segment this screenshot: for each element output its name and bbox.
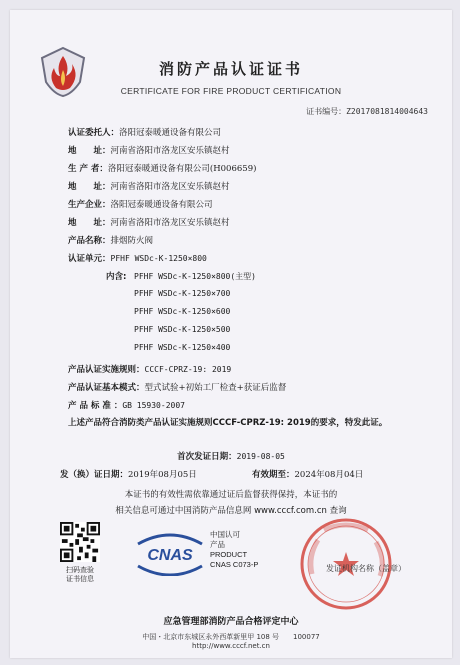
certificate-page	[10, 10, 452, 658]
contents-label: 内含:	[106, 272, 127, 282]
issuing-authority-signature: 发证机构名称（盖章）	[326, 564, 406, 573]
field-row-cert-mode: 产品认证基本模式：型式试验+初始工厂检查+获证后监督	[68, 383, 287, 393]
notice-line-2: 相关信息可通过中国消防产品信息网 www.cccf.com.cn 查询	[115, 506, 347, 516]
expiry-date: 有效期至：2024年08月04日	[252, 470, 364, 480]
cnas-accreditation-text: 中国认可 产品 PRODUCT CNAS C073-P	[210, 530, 259, 569]
certificate-number: 证书编号：Z2017081814004643	[306, 107, 428, 116]
issue-date: 发（换）证日期：2019年08月05日	[60, 470, 197, 480]
field-row-manufacturer-address: 地 址：河南省洛阳市洛龙区安乐镇赵村	[68, 182, 230, 192]
field-row-factory: 生产企业：洛阳冠泰暖通设备有限公司	[68, 200, 213, 210]
certificate-title: 消防产品认证证书	[158, 60, 303, 78]
cnas-logo-text: CNAS	[147, 547, 193, 564]
field-row-impl-rules: 产品认证实施规则：CCCF-CPRZ-19: 2019	[68, 365, 232, 375]
organization-website-link[interactable]: http://www.cccf.net.cn	[192, 642, 270, 650]
qr-code-label: 扫码查验 证书信息	[66, 566, 94, 583]
certificate-title-english: CERTIFICATE FOR FIRE PRODUCT CERTIFICATION	[120, 86, 342, 96]
list-item: PFHF WSDc-K-1250×500	[134, 325, 231, 334]
certificate-statement: 上述产品符合消防类产品认证实施规则CCCF-CPRZ-19: 2019的要求，特发此证。	[68, 418, 388, 428]
field-row-product-name: 产品名称：排烟防火阀	[68, 236, 154, 246]
cnas-logo-icon	[130, 530, 210, 576]
field-row-cert-unit: 认证单元：PFHF WSDc-K-1250×800	[68, 254, 207, 264]
first-issue-date: 首次发证日期：2019-08-05	[177, 452, 285, 462]
list-item: PFHF WSDc-K-1250×700	[134, 289, 231, 298]
list-item: PFHF WSDc-K-1250×600	[134, 307, 231, 316]
field-row-factory-address: 地 址：河南省洛阳市洛龙区安乐镇赵村	[68, 218, 230, 228]
list-item: PFHF WSDc-K-1250×400	[134, 343, 231, 352]
list-item: PFHF WSDc-K-1250×800(主型)	[134, 272, 256, 281]
field-row-applicant-address: 地 址：河南省洛阳市洛龙区安乐镇赵村	[68, 146, 230, 156]
field-row-manufacturer: 生 产 者：洛阳冠泰暖通设备有限公司(H006659)	[68, 164, 257, 174]
field-row-product-standard: 产 品 标 准 ：GB 15930-2007	[68, 401, 185, 411]
notice-line-1: 本证书的有效性需依靠通过证后监督获得保持，本证书的	[124, 490, 338, 500]
organization-address: 中国・北京市东城区永外西革新里甲 108 号 100077 http://www.cccf.net.cn	[10, 632, 452, 650]
field-row-applicant: 认证委托人：洛阳冠泰暖通设备有限公司	[68, 128, 222, 138]
issuing-organization: 应急管理部消防产品合格评定中心	[163, 617, 299, 627]
qr-code-icon[interactable]	[60, 522, 100, 562]
